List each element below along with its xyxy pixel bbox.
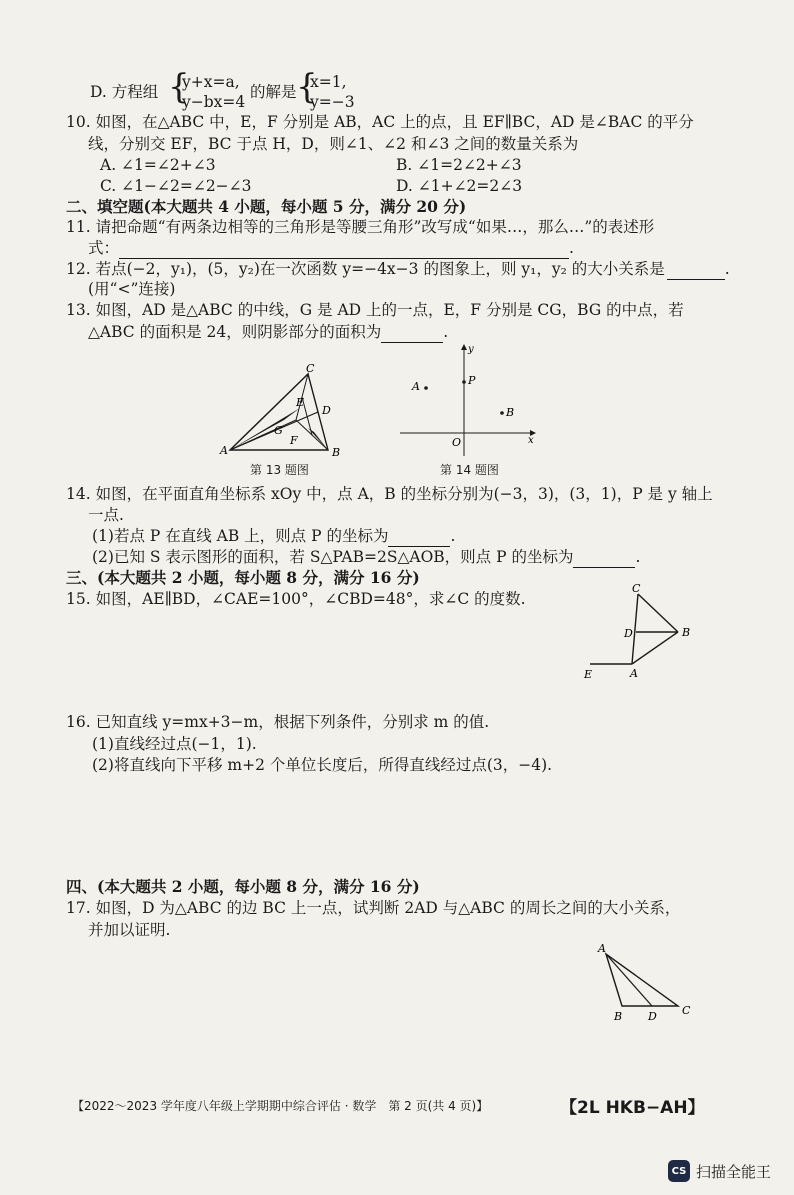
fig14-label-a: A xyxy=(412,380,420,393)
figure-17 xyxy=(594,940,698,1024)
q14-part1-end: . xyxy=(450,527,456,545)
watermark-text: 扫描全能王 xyxy=(696,1162,772,1181)
q9-brace-left: { xyxy=(168,67,190,107)
section-4-heading: 四、(本大题共 2 小题，每小题 8 分，满分 16 分) xyxy=(66,877,420,896)
q14-part1-blank[interactable] xyxy=(388,526,450,547)
q14-line2: 一点. xyxy=(88,506,124,524)
q17-line2: 并加以证明. xyxy=(88,921,171,939)
q16-part1: (1)直线经过点(−1，1). xyxy=(92,735,257,753)
q9-option-d-prefix: D. 方程组 xyxy=(90,83,159,101)
exam-code: 【2L HKB−AH】 xyxy=(560,1098,705,1118)
q14-part2-blank[interactable] xyxy=(573,547,635,568)
q14-part1 xyxy=(92,526,455,547)
q10-line1: 10. 如图，在△ABC 中，E，F 分别是 AB，AC 上的点，且 EF∥BC，AD 是∠BAC 的平分 xyxy=(66,113,694,131)
q9-brace-right: { xyxy=(296,67,318,107)
fig17-segment-ad xyxy=(606,954,652,1006)
section-3-heading: 三、(本大题共 2 小题，每小题 8 分，满分 16 分) xyxy=(66,568,420,587)
fig14-point-b xyxy=(500,411,504,415)
fig15-label-d: D xyxy=(624,627,633,640)
section-2-heading: 二、填空题(本大题共 4 小题，每小题 5 分，满分 20 分) xyxy=(66,197,467,216)
q16-part2: (2)将直线向下平移 m+2 个单位长度后，所得直线经过点(3，−4). xyxy=(92,756,553,774)
q16-line1: 16. 已知直线 y=mx+3−m，根据下列条件，分别求 m 的值. xyxy=(66,713,490,731)
figure-14-caption: 第 14 题图 xyxy=(440,463,499,477)
q11-line2 xyxy=(88,238,574,259)
q9-middle: 的解是 xyxy=(250,83,297,101)
q11-end: . xyxy=(569,239,574,257)
q10-option-c: C. ∠1−∠2=∠2−∠3 xyxy=(100,177,252,195)
q12-line1 xyxy=(66,259,730,280)
q14-line1: 14. 如图，在平面直角坐标系 xOy 中，点 A，B 的坐标分别为(−3，3)，(3，1)，P 是 y 轴上 xyxy=(66,485,713,503)
q13-line1: 13. 如图，AD 是△ABC 的中线，G 是 AD 上的一点，E，F 分别是 CG，BG 的中点，若 xyxy=(66,301,684,319)
q9-eq1: y+x=a, xyxy=(182,73,240,91)
fig14-point-a xyxy=(424,386,428,390)
q11-line1: 11. 请把命题“有两条边相等的三角形是等腰三角形”改写成“如果…，那么…”的表述形 xyxy=(66,218,655,236)
fig14-label-o: O xyxy=(452,436,462,449)
fig15-label-a: A xyxy=(630,667,638,680)
q17-line1: 17. 如图，D 为△ABC 的边 BC 上一点，试判断 2AD 与△ABC 的周长之间的大小关系， xyxy=(66,899,681,917)
figure-14 xyxy=(400,340,540,458)
fig14-label-b: B xyxy=(506,406,515,419)
q12-end: . xyxy=(724,260,730,278)
fig15-line-cb xyxy=(638,594,678,632)
fig15-label-b: B xyxy=(682,626,691,639)
q13-text: △ABC 的面积是 24，则阴影部分的面积为 xyxy=(88,323,382,341)
q13-end: . xyxy=(443,323,449,341)
q9-sol1: x=1, xyxy=(310,73,347,91)
fig15-label-c: C xyxy=(632,582,641,595)
figure-13-caption: 第 13 题图 xyxy=(250,463,309,477)
fig13-label-c: C xyxy=(306,364,315,375)
q10-option-d: D. ∠1+∠2=2∠3 xyxy=(396,177,523,195)
fig15-line-ba xyxy=(632,632,678,664)
figure-15 xyxy=(576,582,696,682)
fig17-label-d: D xyxy=(648,1010,657,1023)
fig17-triangle-abc xyxy=(606,954,678,1006)
q10-option-b: B. ∠1=2∠2+∠3 xyxy=(396,156,522,174)
q14-part1-text: (1)若点 P 在直线 AB 上，则点 P 的坐标为 xyxy=(92,527,389,545)
fig14-point-p xyxy=(462,380,466,384)
fig13-label-a: A xyxy=(220,444,228,457)
q11-answer-blank[interactable] xyxy=(119,238,569,259)
camscanner-logo-icon: CS xyxy=(668,1160,690,1182)
fig15-line-ca xyxy=(632,594,638,664)
fig14-label-x: x xyxy=(528,435,534,446)
q14-part2-text: (2)已知 S 表示图形的面积，若 S△PAB=2S△AOB，则点 P 的坐标为 xyxy=(92,548,574,566)
q12-answer-blank[interactable] xyxy=(667,259,725,280)
fig13-label-b: B xyxy=(332,446,341,458)
q13-line2 xyxy=(88,322,448,343)
q12-text: 12. 若点(−2，y₁)，(5，y₂)在一次函数 y=−4x−3 的图象上，则 y₁，y₂ 的大小关系是 xyxy=(66,260,665,278)
fig13-label-e: E xyxy=(296,396,305,409)
q12-line2: (用“<”连接) xyxy=(88,280,176,298)
q10-option-a: A. ∠1=∠2+∠3 xyxy=(100,156,216,174)
fig17-label-c: C xyxy=(682,1004,691,1017)
q14-part2 xyxy=(92,547,640,568)
q9-sol2: y=−3 xyxy=(310,93,355,111)
q14-part2-end: . xyxy=(635,548,641,566)
q11-line2-label: 式： xyxy=(88,239,120,257)
q10-line2: 线，分别交 EF，BC 于点 H，D，则∠1、∠2 和∠3 之间的数量关系为 xyxy=(88,135,579,153)
fig13-label-d: D xyxy=(322,404,331,417)
fig17-label-a: A xyxy=(598,942,606,955)
fig13-label-g: G xyxy=(274,424,283,437)
fig13-triangle-abc xyxy=(230,374,328,450)
page-footer: 【2022～2023 学年度八年级上学期期中综合评估 · 数学 第 2 页(共 4 页)】 xyxy=(72,1099,489,1113)
fig15-label-e: E xyxy=(584,668,593,681)
q15-text: 15. 如图，AE∥BD，∠CAE=100°，∠CBD=48°，求∠C 的度数. xyxy=(66,590,526,608)
q9-eq2: y−bx=4 xyxy=(182,93,246,111)
scanner-watermark xyxy=(668,1160,771,1182)
fig17-label-b: B xyxy=(614,1010,623,1023)
fig14-label-p: P xyxy=(468,374,476,387)
figure-13 xyxy=(218,364,348,458)
fig13-label-f: F xyxy=(290,434,298,447)
fig14-label-y: y xyxy=(468,344,474,355)
